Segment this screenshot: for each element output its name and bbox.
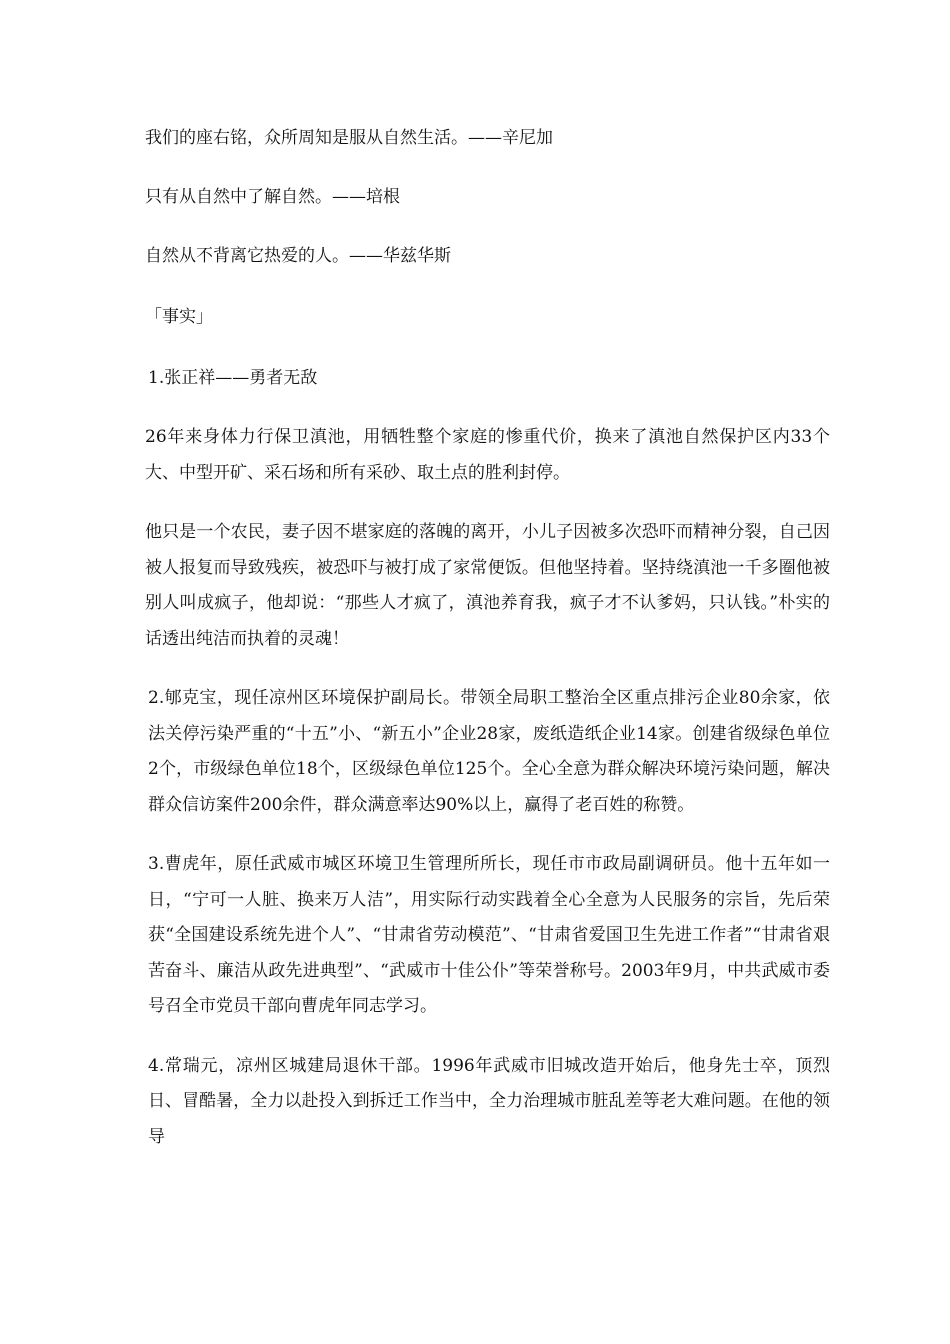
section-heading: 「事实」	[145, 307, 213, 327]
quote-line: 自然从不背离它热爱的人。——华兹华斯	[145, 246, 451, 266]
body-paragraph: 4.常瑞元，凉州区城建局退休干部。1996年武威市旧城改造开始后，他身先士卒，顶烈日、冒酷暑，全力以赴投入到拆迁工作当中，全力治理城市脏乱差等老大难问题。在他的领导	[148, 1055, 830, 1147]
body-paragraph: 3.曹虎年，原任武威市城区环境卫生管理所所长，现任市市政局副调研员。他十五年如一日，“宁可一人脏、换来万人洁”，用实际行动实践着全心全意为人民服务的宗旨，先后荣获“全国建设系统先进个人”、“甘肃省劳动模范”、“甘肃省爱国卫生先进工作者”“甘肃省艰苦奋斗、廉洁从政先进典型”、“武威市十佳公仆”等荣誉称号。2003年9月，中共武威市委号召全市党员干部向曹虎年同志学习。	[148, 854, 830, 1016]
body-paragraph: 他只是一个农民，妻子因不堪家庭的落魄的离开，小儿子因被多次恐吓而精神分裂，自己因被人报复而导致残疾，被恐吓与被打成了家常便饭。但他坚持着。坚持绕滇池一千多圈他被别人叫成疯子，他却说：“那些人才疯了，滇池养育我，疯子才不认爹妈，只认钱。”朴实的话透出纯洁而执着的灵魂！	[145, 522, 830, 649]
document-body	[145, 121, 830, 1155]
body-paragraph: 2.郇克宝，现任凉州区环境保护副局长。带领全局职工整治全区重点排污企业80余家，依法关停污染严重的“十五”小、“新五小”企业28家，废纸造纸企业14家。创建省级绿色单位2个，市级绿色单位18个，区级绿色单位125个。全心全意为群众解决环境污染问题，解决群众信访案件200余件，群众满意率达90%以上，赢得了老百姓的称赞。	[148, 688, 830, 815]
quote-line: 我们的座右铭，众所周知是服从自然生活。——辛尼加	[145, 128, 553, 148]
body-paragraph: 26年来身体力行保卫滇池，用牺牲整个家庭的惨重代价，换来了滇池自然保护区内33个大、中型开矿、采石场和所有采砂、取土点的胜利封停。	[145, 427, 830, 483]
item-title: 1.张正祥——勇者无敌	[148, 368, 318, 388]
quote-line: 只有从自然中了解自然。——培根	[145, 187, 400, 207]
